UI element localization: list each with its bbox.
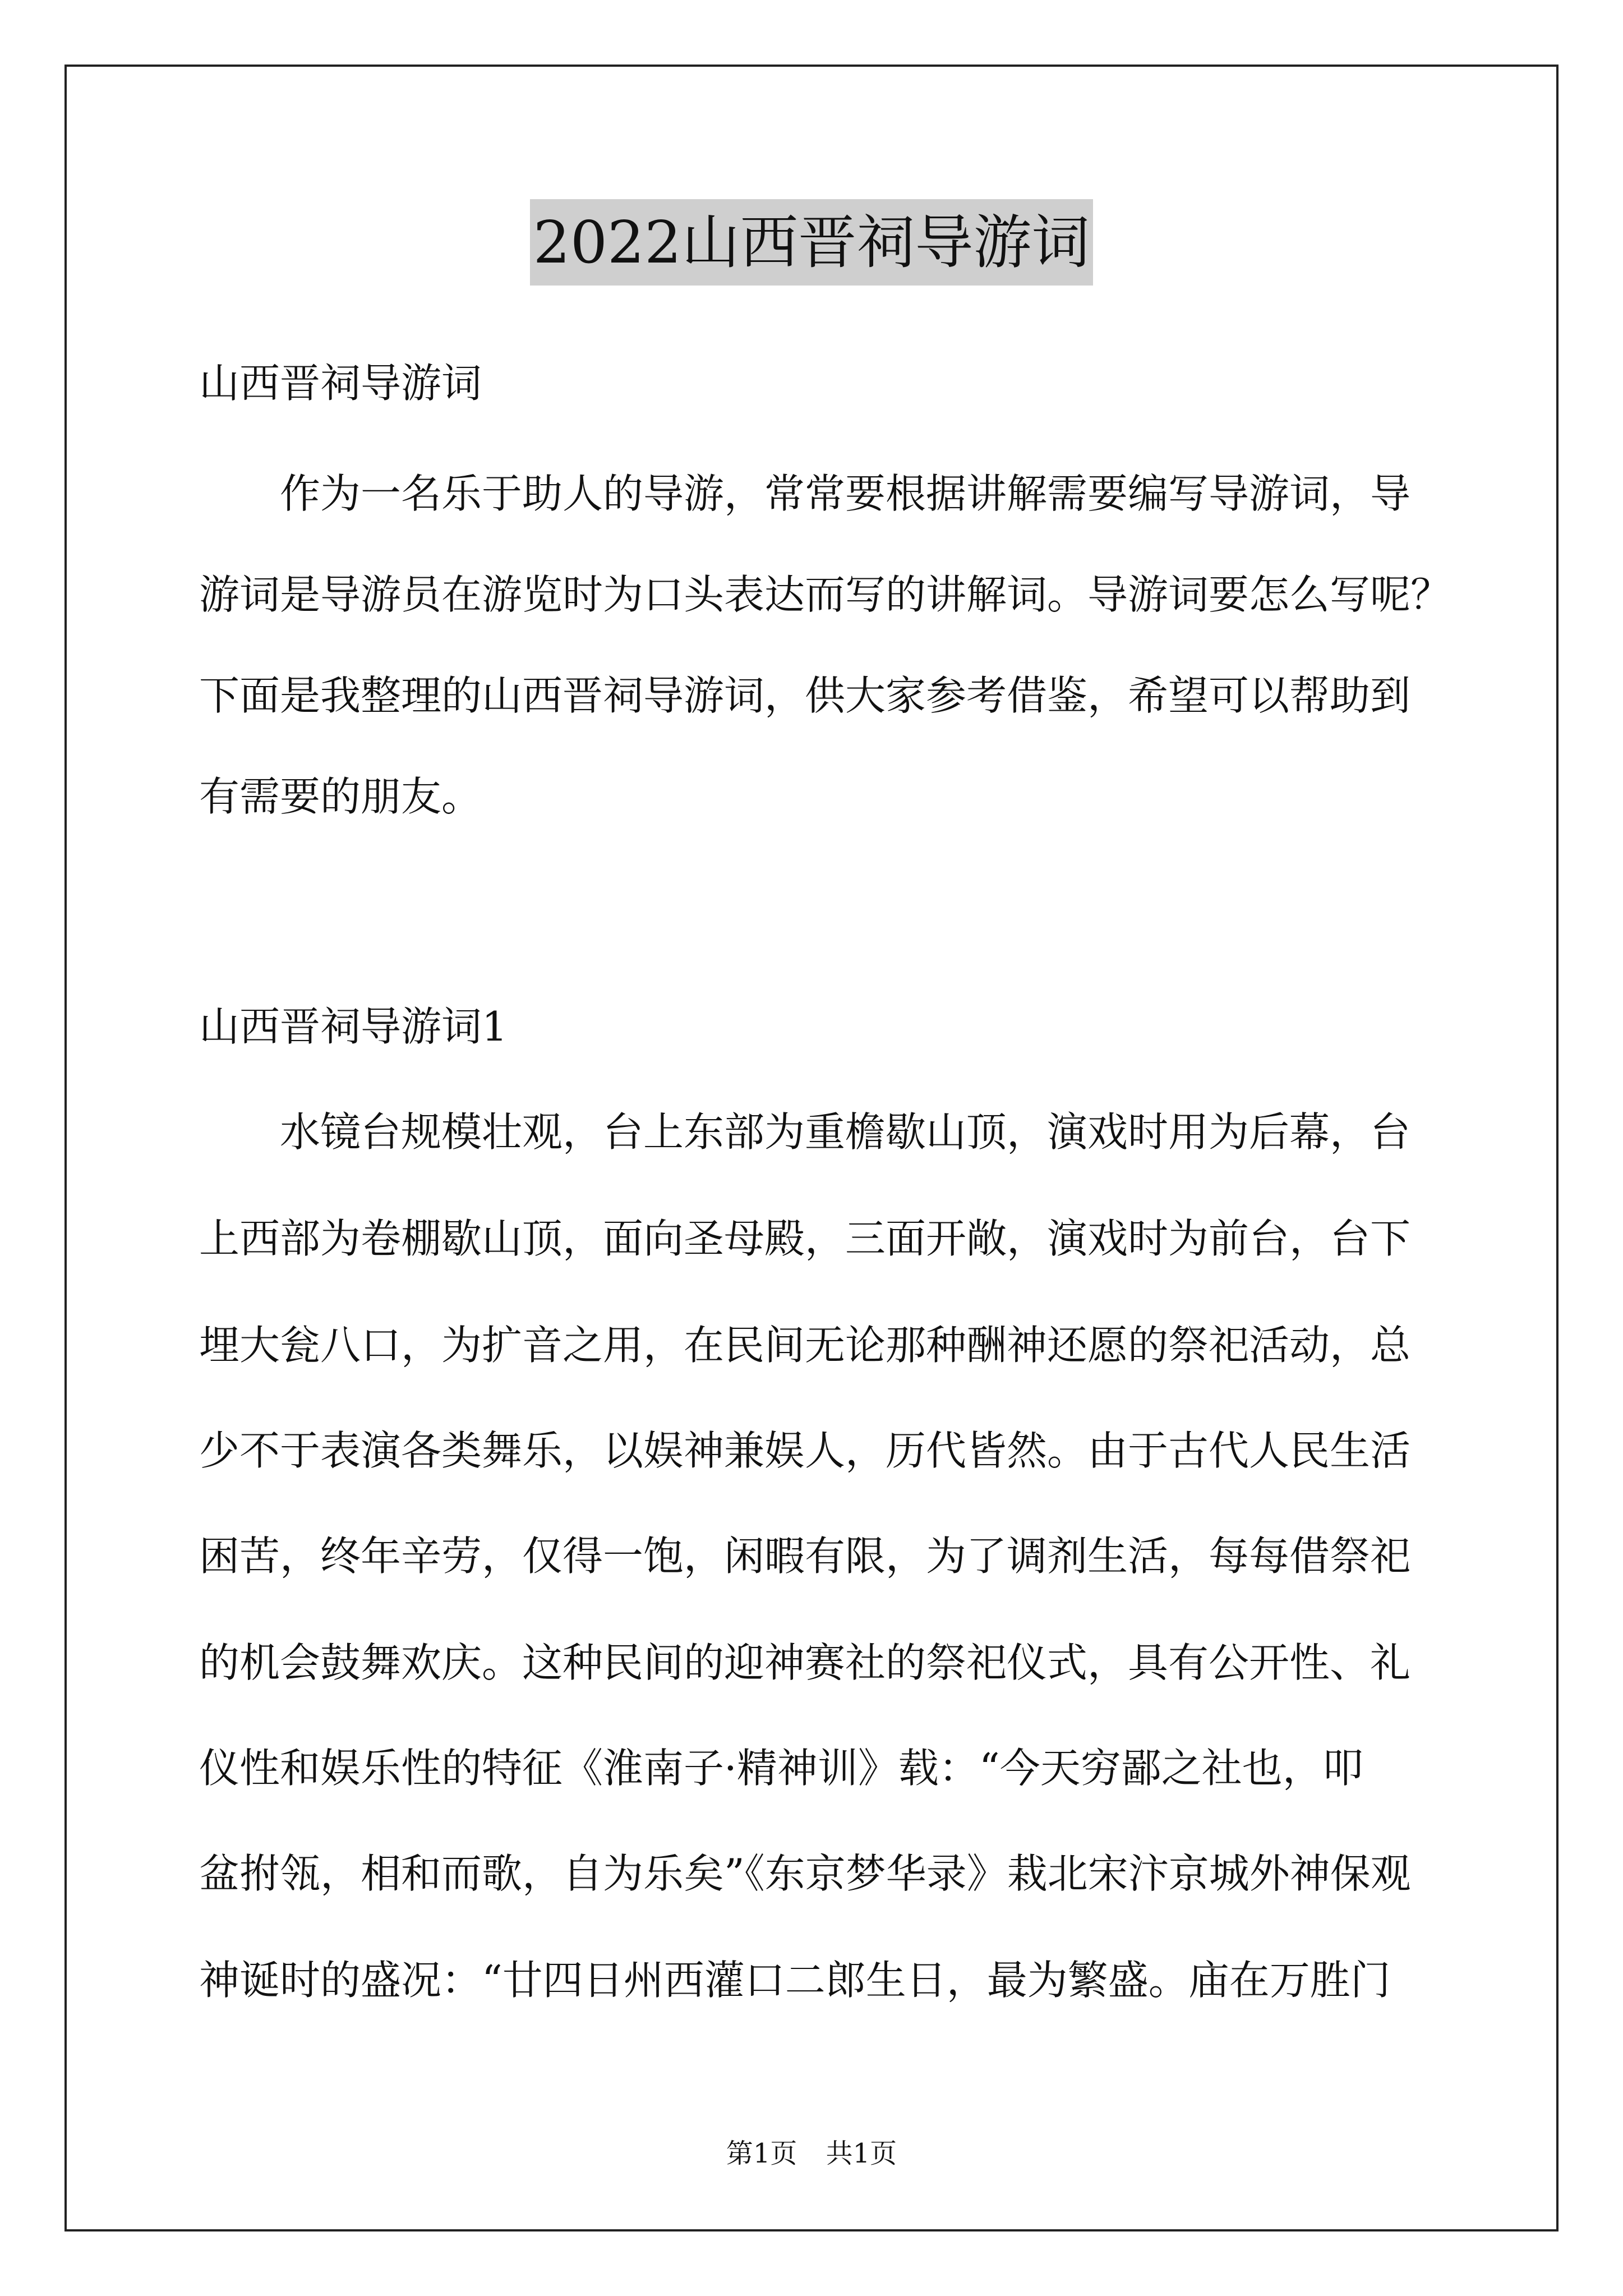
paragraph-line: 少不于表演各类舞乐，以娱神兼娱人，历代皆然。由于古代人民生活 [199,1427,1411,1474]
paragraph-line: 埋大瓮八口，为扩音之用，在民间无论那种酬神还愿的祭祀活动，总 [199,1322,1411,1369]
paragraph-line: 盆拊瓴，相和而歌，自为乐矣”《东京梦华录》栽北宋汴京城外神保观 [199,1850,1411,1897]
section-heading: 山西晋祠导游词1 [199,1003,508,1050]
paragraph-line: 的机会鼓舞欢庆。这种民间的迎神赛社的祭祀仪式，具有公开性、礼 [199,1639,1411,1686]
page-footer [0,2132,1623,2170]
paragraph-line: 游词是导游员在游览时为口头表达而写的讲解词。导游词要怎么写呢？ [199,571,1451,618]
paragraph-line: 作为一名乐于助人的导游，常常要根据讲解需要编写导游词，导 [199,470,1411,517]
paragraph-line: 神诞时的盛况：“廿四日州西灌口二郎生日，最为繁盛。庙在万胜门 [199,1957,1391,2004]
paragraph-line: 上西部为卷棚歇山顶，面向圣母殿，三面开敞，演戏时为前台，台下 [199,1215,1411,1262]
paragraph-line: 仪性和娱乐性的特征《淮南子·精神训》载：“今天穷鄙之社也，叩 [199,1745,1363,1792]
paragraph-line: 下面是我整理的山西晋祠导游词，供大家参考借鉴，希望可以帮助到 [199,672,1411,719]
page-total: 共1页 [826,2138,897,2169]
title-container [0,199,1623,286]
page-number: 第1页 [726,2138,797,2169]
document-title: 2022山西晋祠导游词 [530,199,1094,286]
subtitle: 山西晋祠导游词 [199,360,482,407]
paragraph-line: 困苦，终年辛劳，仅得一饱，闲暇有限，为了调剂生活，每每借祭祀 [199,1533,1411,1580]
paragraph-line: 水镜台规模壮观，台上东部为重檐歇山顶，演戏时用为后幕，台 [199,1108,1411,1156]
paragraph-line: 有需要的朋友。 [199,773,482,820]
